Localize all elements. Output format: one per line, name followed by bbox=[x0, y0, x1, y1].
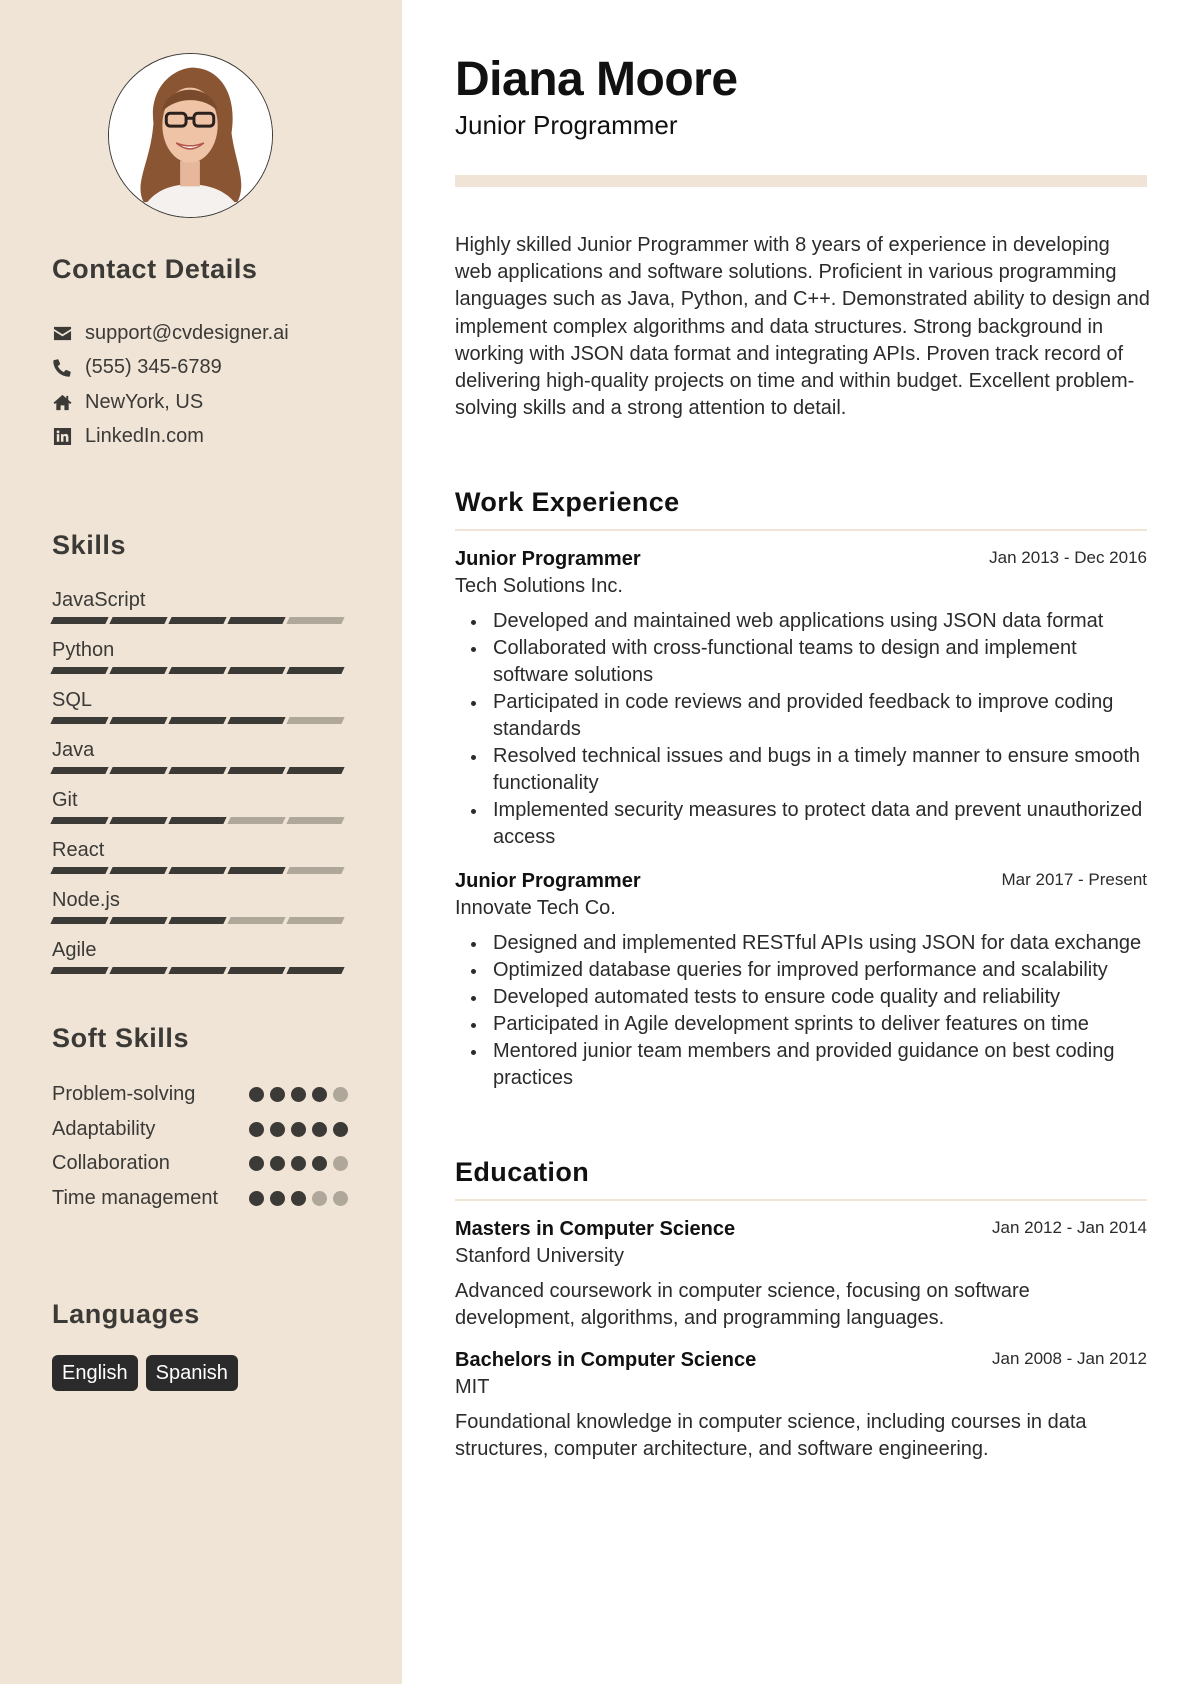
skill-item bbox=[52, 785, 348, 835]
education-dates: Jan 2008 - Jan 2012 bbox=[991, 1349, 1147, 1368]
rating-dot-filled bbox=[291, 1191, 306, 1206]
rating-dot-filled bbox=[249, 1087, 264, 1102]
level-segment-filled bbox=[50, 617, 108, 624]
skill-level-bar bbox=[52, 917, 348, 924]
school-name: MIT bbox=[455, 1376, 490, 1398]
envelope-icon bbox=[52, 323, 72, 343]
rating-dot-filled bbox=[249, 1156, 264, 1171]
level-segment-filled bbox=[168, 667, 226, 674]
level-segment-empty bbox=[286, 717, 344, 724]
job-bullet: Mentored junior team members and provided guidance on best coding practices bbox=[455, 1038, 1147, 1092]
languages-heading: Languages bbox=[52, 1299, 200, 1329]
profile-photo bbox=[109, 54, 272, 217]
skill-item bbox=[52, 685, 348, 735]
accent-divider bbox=[455, 175, 1147, 187]
job-bullet: Developed automated tests to ensure code quality and reliability bbox=[455, 984, 1147, 1011]
rating-dot-filled bbox=[270, 1122, 285, 1137]
candidate-name: Diana Moore bbox=[455, 53, 738, 106]
job-company: Innovate Tech Co. bbox=[455, 897, 616, 919]
level-segment-empty bbox=[227, 917, 285, 924]
skill-name: React bbox=[52, 839, 105, 861]
summary-paragraph: Highly skilled Junior Programmer with 8 years of experience in developing web applications and software solutions. Proficient in various programming languages such as Java, Python, and C++. Demonstrated ability to design and implement complex algorithms and data structures. Strong background in working with JSON data format and integrating APIs. Proven track record of delivering high-quality projects on time and within budget. Excellent problem-solving skills and a strong attention to detail. bbox=[455, 234, 1150, 420]
education-dates: Jan 2012 - Jan 2014 bbox=[991, 1218, 1147, 1237]
level-segment-filled bbox=[168, 867, 226, 874]
rating-dot-filled bbox=[249, 1191, 264, 1206]
rating-dot-empty bbox=[333, 1087, 348, 1102]
location-text: NewYork, US bbox=[85, 390, 204, 413]
job-bullet: Participated in Agile development sprints to deliver features on time bbox=[455, 1011, 1147, 1038]
contact-location bbox=[52, 385, 289, 420]
soft-skill-name: Adaptability bbox=[52, 1117, 156, 1140]
level-segment-filled bbox=[109, 717, 167, 724]
school-name: Stanford University bbox=[455, 1245, 624, 1267]
soft-skills-list bbox=[52, 1080, 348, 1218]
level-segment-filled bbox=[168, 967, 226, 974]
level-segment-filled bbox=[50, 667, 108, 674]
level-segment-filled bbox=[168, 767, 226, 774]
skill-name: Node.js bbox=[52, 889, 120, 911]
contact-details-heading: Contact Details bbox=[52, 254, 258, 284]
rating-dot-empty bbox=[312, 1191, 327, 1206]
job-bullet: Implemented security measures to protect data and prevent unauthorized access bbox=[455, 797, 1147, 851]
level-segment-filled bbox=[109, 967, 167, 974]
contact-phone[interactable] bbox=[52, 351, 289, 386]
education-description: Foundational knowledge in computer science, including courses in data structures, computer architecture, and software engineering. bbox=[455, 1411, 1087, 1460]
rating-dot-filled bbox=[312, 1087, 327, 1102]
skill-item bbox=[52, 635, 348, 685]
level-segment-empty bbox=[227, 817, 285, 824]
job-dates: Mar 2017 - Present bbox=[1001, 870, 1147, 889]
email-text: support@cvdesigner.ai bbox=[85, 321, 289, 344]
rating-dot-filled bbox=[291, 1156, 306, 1171]
degree-name: Masters in Computer Science bbox=[455, 1218, 736, 1240]
degree-name: Bachelors in Computer Science bbox=[455, 1349, 757, 1371]
level-segment-filled bbox=[168, 917, 226, 924]
rating-dot-filled bbox=[249, 1122, 264, 1137]
skill-name: Agile bbox=[52, 939, 97, 961]
level-segment-filled bbox=[109, 867, 167, 874]
language-badge: Spanish bbox=[146, 1355, 238, 1391]
rating-dot-filled bbox=[312, 1156, 327, 1171]
skill-level-bar bbox=[52, 867, 348, 874]
soft-skill-name: Time management bbox=[52, 1186, 218, 1209]
skill-name: Python bbox=[52, 639, 115, 661]
level-segment-filled bbox=[168, 617, 226, 624]
main-content bbox=[455, 0, 1150, 1684]
job-bullet: Resolved technical issues and bugs in a timely manner to ensure smooth functionality bbox=[455, 743, 1147, 797]
level-segment-filled bbox=[50, 717, 108, 724]
skill-name: Git bbox=[52, 789, 78, 811]
skill-level-bar bbox=[52, 717, 348, 724]
soft-skill-item bbox=[52, 1184, 348, 1219]
level-segment-empty bbox=[286, 817, 344, 824]
soft-skill-item bbox=[52, 1080, 348, 1115]
soft-skill-item bbox=[52, 1149, 348, 1184]
soft-skill-rating bbox=[249, 1115, 348, 1137]
level-segment-filled bbox=[227, 667, 285, 674]
level-segment-filled bbox=[50, 867, 108, 874]
sidebar bbox=[0, 0, 402, 1684]
level-segment-filled bbox=[286, 667, 344, 674]
rating-dot-filled bbox=[333, 1122, 348, 1137]
section-divider bbox=[455, 1199, 1147, 1201]
education-entry bbox=[455, 1347, 1147, 1463]
level-segment-filled bbox=[227, 867, 285, 874]
skill-name: SQL bbox=[52, 689, 93, 711]
skill-level-bar bbox=[52, 817, 348, 824]
level-segment-filled bbox=[109, 667, 167, 674]
rating-dot-empty bbox=[333, 1191, 348, 1206]
candidate-title: Junior Programmer bbox=[455, 110, 678, 140]
rating-dot-filled bbox=[312, 1122, 327, 1137]
soft-skill-name: Problem-solving bbox=[52, 1083, 196, 1105]
rating-dot-filled bbox=[270, 1087, 285, 1102]
education-heading: Education bbox=[455, 1157, 590, 1187]
job-bullet: Optimized database queries for improved performance and scalability bbox=[455, 957, 1147, 984]
level-segment-filled bbox=[227, 717, 285, 724]
level-segment-filled bbox=[109, 617, 167, 624]
level-segment-empty bbox=[286, 867, 344, 874]
avatar bbox=[108, 53, 273, 218]
phone-text: (555) 345-6789 bbox=[85, 356, 222, 379]
soft-skills-heading: Soft Skills bbox=[52, 1023, 190, 1053]
skill-item bbox=[52, 935, 348, 985]
job-bullets bbox=[455, 608, 1147, 851]
skill-level-bar bbox=[52, 767, 348, 774]
level-segment-filled bbox=[50, 967, 108, 974]
job-company: Tech Solutions Inc. bbox=[455, 575, 623, 597]
level-segment-empty bbox=[286, 917, 344, 924]
job-bullets bbox=[455, 930, 1147, 1092]
level-segment-filled bbox=[286, 767, 344, 774]
contact-email[interactable] bbox=[52, 316, 289, 351]
rating-dot-filled bbox=[291, 1122, 306, 1137]
level-segment-filled bbox=[109, 817, 167, 824]
level-segment-filled bbox=[227, 967, 285, 974]
languages-list bbox=[52, 1355, 238, 1391]
rating-dot-empty bbox=[333, 1156, 348, 1171]
level-segment-filled bbox=[168, 717, 226, 724]
soft-skill-rating bbox=[249, 1184, 348, 1206]
job-bullet: Developed and maintained web applications using JSON data format bbox=[455, 608, 1147, 635]
section-divider bbox=[455, 529, 1147, 531]
level-segment-filled bbox=[109, 917, 167, 924]
job-bullet: Designed and implemented RESTful APIs using JSON for data exchange bbox=[455, 930, 1147, 957]
job-role: Junior Programmer bbox=[455, 548, 641, 570]
skill-item bbox=[52, 585, 348, 635]
level-segment-filled bbox=[50, 817, 108, 824]
soft-skill-rating bbox=[249, 1149, 348, 1171]
job-bullet: Participated in code reviews and provided feedback to improve coding standards bbox=[455, 689, 1147, 743]
skill-name: JavaScript bbox=[52, 589, 146, 611]
job-role: Junior Programmer bbox=[455, 870, 641, 892]
level-segment-filled bbox=[227, 767, 285, 774]
work-experience-heading: Work Experience bbox=[455, 487, 680, 517]
language-badge: English bbox=[52, 1355, 138, 1391]
job-dates: Jan 2013 - Dec 2016 bbox=[989, 548, 1147, 567]
level-segment-filled bbox=[227, 617, 285, 624]
skills-heading: Skills bbox=[52, 530, 127, 560]
phone-icon bbox=[52, 358, 72, 378]
education-entry bbox=[455, 1216, 1147, 1332]
soft-skill-item bbox=[52, 1115, 348, 1150]
work-entry bbox=[455, 868, 1147, 1092]
contact-list bbox=[52, 316, 289, 454]
level-segment-filled bbox=[168, 817, 226, 824]
level-segment-filled bbox=[286, 967, 344, 974]
skills-list bbox=[52, 585, 348, 985]
level-segment-filled bbox=[109, 767, 167, 774]
rating-dot-filled bbox=[270, 1156, 285, 1171]
home-icon bbox=[52, 392, 72, 412]
skill-level-bar bbox=[52, 617, 348, 624]
skill-name: Java bbox=[52, 739, 95, 761]
skill-level-bar bbox=[52, 967, 348, 974]
work-entry bbox=[455, 546, 1147, 851]
rating-dot-filled bbox=[291, 1087, 306, 1102]
skill-item bbox=[52, 885, 348, 935]
rating-dot-filled bbox=[270, 1191, 285, 1206]
education-description: Advanced coursework in computer science, focusing on software development, algorithms, and programming languages. bbox=[455, 1280, 1030, 1329]
skill-level-bar bbox=[52, 667, 348, 674]
skill-item bbox=[52, 735, 348, 785]
level-segment-filled bbox=[50, 917, 108, 924]
soft-skill-name: Collaboration bbox=[52, 1152, 170, 1174]
contact-linkedin[interactable] bbox=[52, 420, 289, 455]
linkedin-text: LinkedIn.com bbox=[85, 425, 204, 448]
skill-item bbox=[52, 835, 348, 885]
soft-skill-rating bbox=[249, 1080, 348, 1102]
linkedin-icon bbox=[52, 427, 72, 447]
level-segment-empty bbox=[286, 617, 344, 624]
level-segment-filled bbox=[50, 767, 108, 774]
job-bullet: Collaborated with cross-functional teams to design and implement software solutions bbox=[455, 635, 1147, 689]
